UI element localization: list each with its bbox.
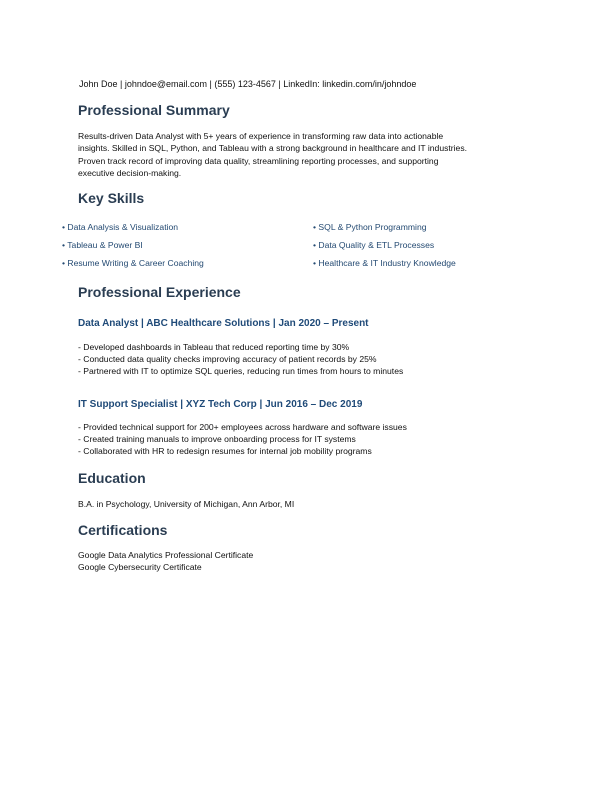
summary-paragraph [78, 130, 548, 179]
summary-line: insights. Skilled in SQL, Python, and Tableau with a strong background in healthcare and IT industries. [78, 143, 468, 154]
job-bullet: - Created training manuals to improve onboarding process for IT systems [78, 434, 356, 444]
job-bullet: - Partnered with IT to optimize SQL queries, reducing run times from hours to minutes [78, 366, 404, 376]
summary-line: Proven track record of improving data quality, streamlining reporting processes, and supporting [78, 155, 439, 166]
skills-heading: Key Skills [78, 190, 145, 206]
job-bullet: - Collaborated with HR to redesign resumes for internal job mobility programs [78, 446, 372, 456]
summary-line: executive decision-making. [78, 167, 182, 178]
skill-item: • SQL & Python Programming [313, 222, 427, 232]
job-bullet: - Provided technical support for 200+ employees across hardware and software issues [78, 422, 407, 432]
skill-item: • Data Analysis & Visualization [62, 222, 179, 232]
education-line: B.A. in Psychology, University of Michigan, Ann Arbor, MI [78, 499, 295, 509]
job-title: Data Analyst | ABC Healthcare Solutions | Jan 2020 – Present [78, 318, 369, 329]
certifications-heading: Certifications [78, 522, 168, 538]
summary-heading: Professional Summary [78, 102, 230, 118]
skill-item: • Data Quality & ETL Processes [313, 240, 435, 250]
education-heading: Education [78, 470, 146, 486]
experience-heading: Professional Experience [78, 284, 241, 300]
job-title: IT Support Specialist | XYZ Tech Corp | Jun 2016 – Dec 2019 [78, 399, 363, 410]
job-bullet: - Developed dashboards in Tableau that reduced reporting time by 30% [78, 342, 350, 352]
contact-line: John Doe | johndoe@email.com | (555) 123-4567 | LinkedIn: linkedin.com/in/johndoe [79, 79, 417, 89]
certification-item: Google Data Analytics Professional Certificate [78, 550, 254, 560]
skill-item: • Resume Writing & Career Coaching [62, 258, 204, 268]
skill-item: • Healthcare & IT Industry Knowledge [313, 258, 456, 268]
job-bullet: - Conducted data quality checks improving accuracy of patient records by 25% [78, 354, 377, 364]
certification-item: Google Cybersecurity Certificate [78, 562, 202, 572]
skill-item: • Tableau & Power BI [62, 240, 143, 250]
summary-line: Results-driven Data Analyst with 5+ years of experience in transforming raw data into actionable [78, 131, 444, 141]
